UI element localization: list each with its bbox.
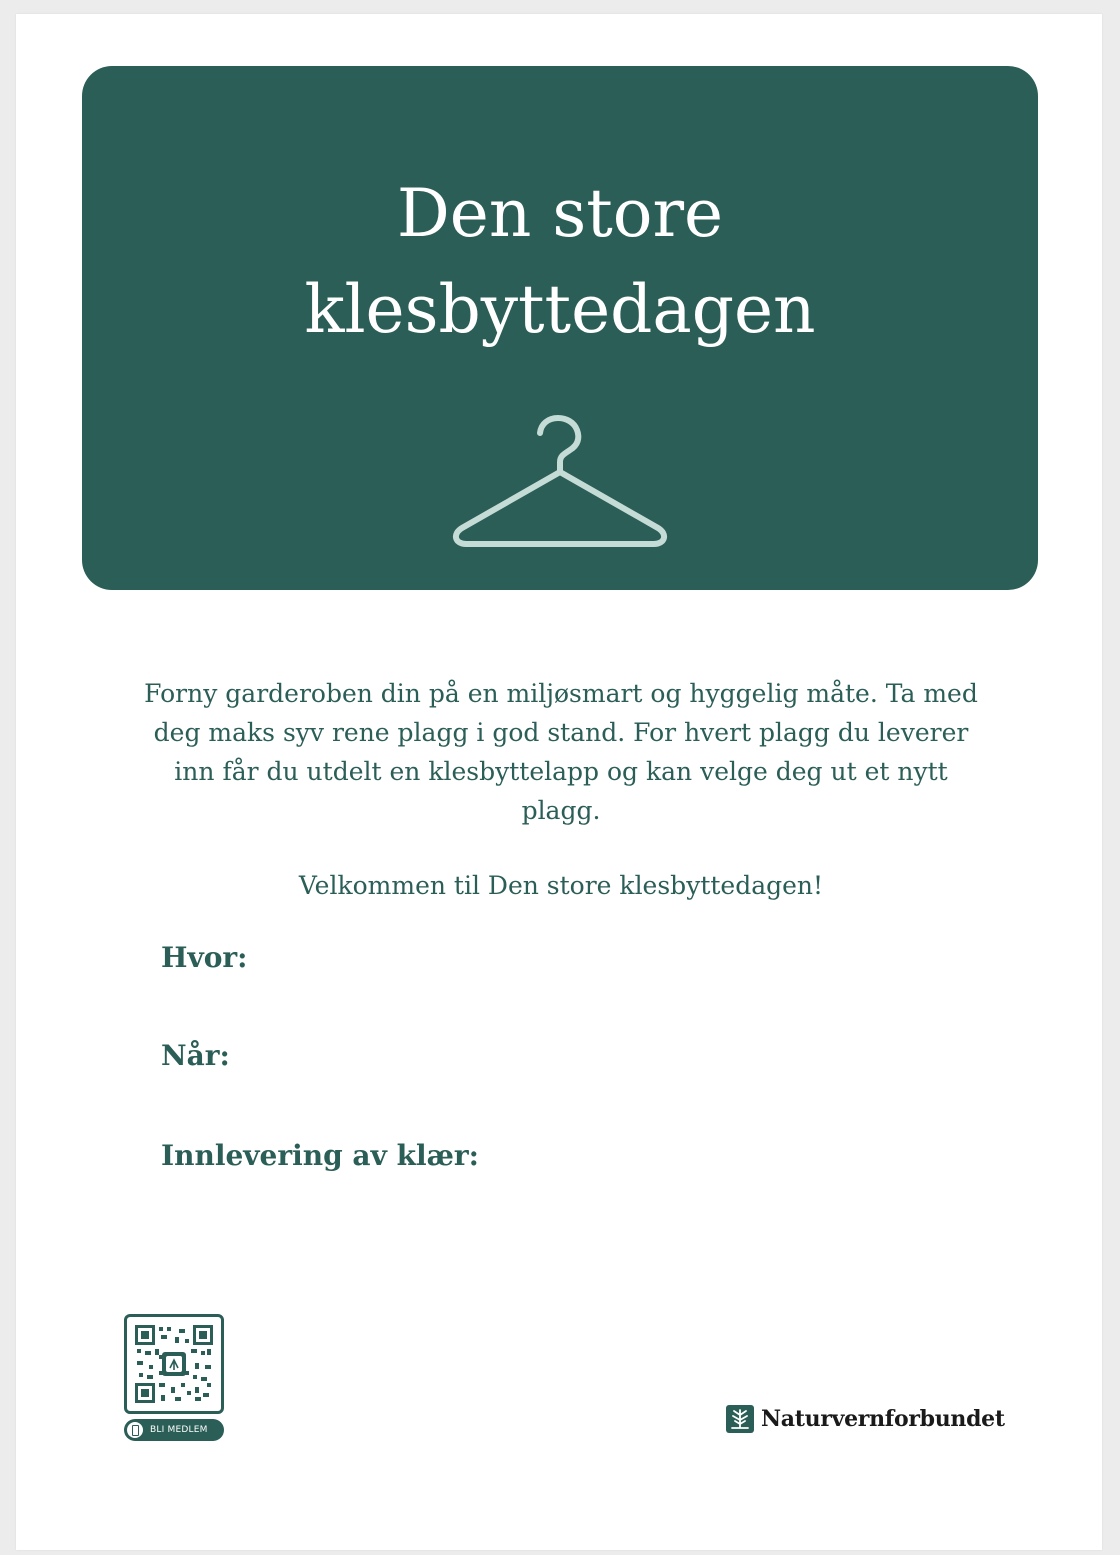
become-member-button[interactable] <box>124 1419 224 1441</box>
when-label: Når: <box>161 1039 230 1072</box>
phone-icon <box>127 1422 143 1438</box>
become-member-label: BLI MEDLEM <box>150 1425 208 1435</box>
welcome-text: Velkommen til Den store klesbyttedagen! <box>298 871 824 900</box>
poster-page <box>16 14 1102 1550</box>
membership-qr-block[interactable] <box>124 1314 224 1441</box>
logo-wordmark: Naturvernforbundet <box>761 1406 1005 1432</box>
tree-logo-icon <box>726 1405 754 1433</box>
intro-text: Forny garderoben din på en miljøsmart og hyggelig måte. Ta med deg maks syv rene plagg i god stand. For hvert plagg du leverer inn får du utdelt en klesbyttelapp og kan velge deg ut et nytt plagg. <box>144 679 978 825</box>
hero-title-line-1: Den store <box>396 175 724 252</box>
naturvernforbundet-logo <box>726 1402 1005 1436</box>
qr-code-pattern <box>135 1325 213 1403</box>
dropoff-label: Innlevering av klær: <box>161 1139 480 1172</box>
qr-code[interactable] <box>124 1314 224 1414</box>
where-label: Hvor: <box>161 941 248 974</box>
hero-banner <box>82 66 1038 590</box>
hero-title-line-2: klesbyttedagen <box>304 271 816 348</box>
hero-title <box>82 166 1038 358</box>
hanger-icon <box>450 412 670 552</box>
